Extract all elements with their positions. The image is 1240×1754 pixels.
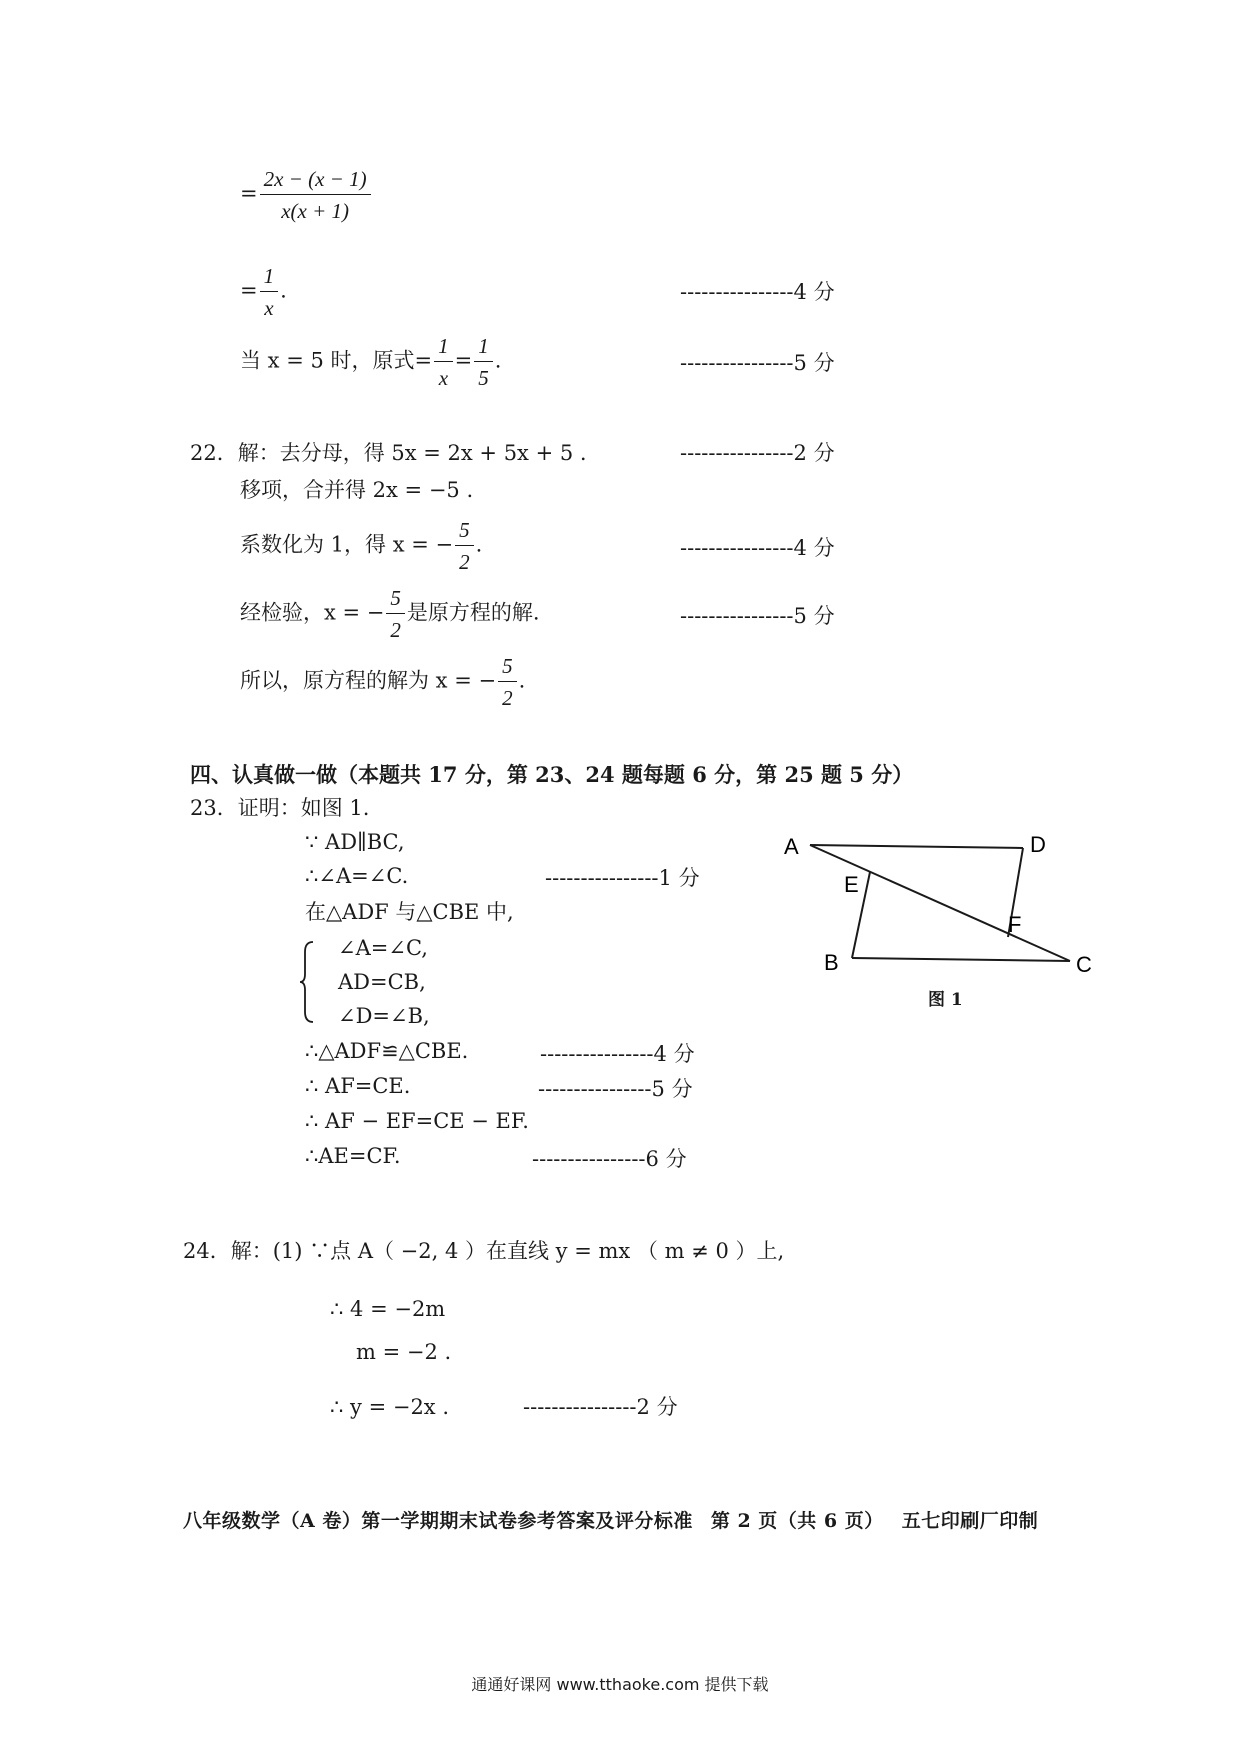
point-label-b: B [824,950,839,975]
q23-line5-score: ----------------5 分 [538,1077,693,1101]
q22-line3-score: ----------------4 分 [680,536,835,560]
segment-ac [810,845,1070,961]
footer-printer: 五七印刷厂印制 [901,1510,1039,1532]
q23-line4-score: ----------------4 分 [540,1042,695,1066]
q23-line7-score: ----------------6 分 [532,1147,687,1171]
footer-page-number: 第 2 页（共 6 页） [710,1510,884,1532]
point-label-f: F [1008,912,1022,937]
q24-line3: m = −2 . [356,1340,452,1364]
q22-line3-fraction: $\frac{5}{2}$ [455,516,474,576]
q21-step2-score: ----------------4 分 [680,280,835,304]
q21-step1: = $\frac{2x - (x - 1)}{x(x + 1)}$ [240,165,373,225]
segment-ad [810,845,1023,848]
q24-line1: 24．解：(1) ∵点 A（ −2, 4 ）在直线 y = mx （ m ≠ 0 ）上, [183,1239,785,1263]
q23-line3: 在△ADF 与△CBE 中, [305,900,514,924]
figure-1-diagram [780,830,1120,990]
q21-step3: 当 x = 5 时，原式= $\frac{1}{x}$ = $\frac{1}{5}$ . [240,334,502,390]
q22-line1-score: ----------------2 分 [680,441,835,465]
section4-heading: 四、认真做一做（本题共 17 分，第 23、24 题每题 6 分，第 25 题 5 分） [190,762,914,787]
q24-line4-score: ----------------2 分 [523,1395,678,1419]
brace-symbol [300,940,314,1024]
point-label-c: C [1076,952,1092,977]
q23-line4: ∴△ADF≌△CBE. [305,1039,469,1063]
q21-step2-fraction: $\frac{1}{x}$ [260,262,279,322]
point-label-e: E [844,872,859,897]
q21-step1-fraction: $\frac{2x - (x - 1)}{x(x + 1)}$ [260,165,371,225]
q23-line5: ∴ AF=CE. [305,1074,411,1098]
q22-line1: 22．解：去分母，得 5x = 2x + 5x + 5 . [190,441,587,465]
q22-line5-fraction: $\frac{5}{2}$ [498,652,517,712]
page-footer [183,1506,1056,1533]
q23-brace-line1: ∠A=∠C, [338,936,428,960]
q23-line7: ∴AE=CF. [305,1144,401,1168]
q22-line3: 系数化为 1，得 x = − $\frac{5}{2}$ . [240,518,483,574]
q22-line2: 移项，合并得 2x = −5 . [240,478,474,502]
q22-line4-fraction: $\frac{5}{2}$ [386,584,405,644]
q21-step3-fraction-1: $\frac{1}{x}$ [434,332,453,392]
q23-brace-line2: AD=CB, [338,970,426,994]
q23-brace-line3: ∠D=∠B, [338,1004,430,1028]
q22-line4-score: ----------------5 分 [680,604,835,628]
q22-line5: 所以，原方程的解为 x = − $\frac{5}{2}$ . [240,654,526,710]
point-label-d: D [1030,832,1046,857]
q24-line2: ∴ 4 = −2m [330,1297,446,1321]
footer-title: 八年级数学（A 卷）第一学期期末试卷参考答案及评分标准 [183,1510,693,1532]
q23-line1: ∵ AD∥BC, [305,830,405,854]
point-label-a: A [784,834,799,859]
q21-step3-score: ----------------5 分 [680,351,835,375]
segment-bc [852,958,1070,961]
q23-line2: ∴∠A=∠C. [305,864,409,888]
download-credit: 通通好课网 www.tthaoke.com 提供下载 [471,1675,769,1694]
q21-step2: = $\frac{1}{x}$ . [240,264,287,320]
q21-step3-fraction-2: $\frac{1}{5}$ [474,332,493,392]
q24-line4: ∴ y = −2x . [330,1395,449,1419]
q22-line4: 经检验，x = − $\frac{5}{2}$ 是原方程的解. [240,586,540,642]
q23-line6: ∴ AF − EF=CE − EF. [305,1109,529,1133]
q23-line2-score: ----------------1 分 [545,866,700,890]
q23-title: 23．证明：如图 1. [190,796,370,820]
figure-1-caption: 图 1 [928,990,963,1010]
